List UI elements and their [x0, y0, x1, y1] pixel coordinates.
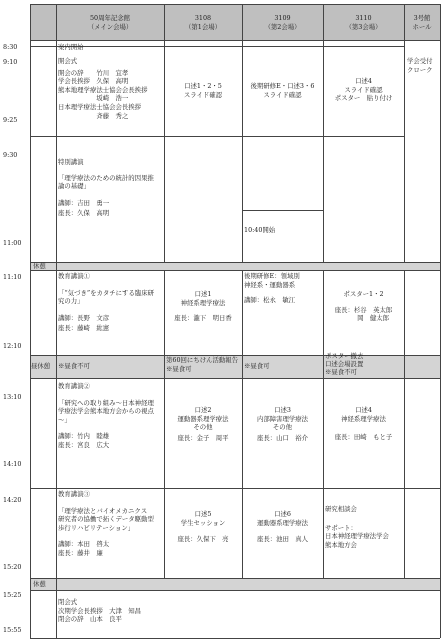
- education-lecture-2: 「研究への取り組み〜日本神経理: [58, 398, 154, 407]
- time-label: 9:30: [3, 151, 18, 159]
- grid-line: [56, 4, 57, 638]
- oral-5: 口述5: [194, 510, 212, 518]
- education-lecture-2: 〜」: [58, 415, 71, 424]
- time-label: 14:10: [3, 460, 22, 468]
- education-lecture-2: 教育講演②: [58, 382, 90, 390]
- grid-line: [30, 4, 440, 5]
- opening-ceremony: 開会の辞 竹川 宜孝: [58, 68, 129, 77]
- reception-cloak: 学会受付: [407, 57, 433, 65]
- education-lecture-1: 教育講演①: [58, 272, 90, 280]
- special-lecture: 論の基礎」: [58, 182, 90, 191]
- header-room-3108: （第1会場）: [184, 22, 222, 31]
- oral-3: 座長：山口 裕介: [256, 433, 309, 442]
- time-label: 9:25: [3, 116, 18, 124]
- header-room-3109: （第2会場）: [264, 22, 301, 31]
- oral-6: 座長：池田 真人: [256, 535, 309, 544]
- header-main-hall: 50周年記念館: [89, 14, 131, 22]
- special-lecture: 「理学療法のための統計的因果推: [58, 173, 154, 182]
- oral-2: 運動器系理学療法: [177, 414, 229, 423]
- start-1040: 10:40開始: [244, 226, 276, 234]
- grid-line: [404, 270, 405, 578]
- oral-5: 学生セッション: [180, 518, 226, 527]
- slide-check-3109: 後期研修E・口述3・6: [250, 82, 315, 90]
- education-lecture-2: 座長：宮良 広大: [58, 441, 110, 449]
- slide-check-3110: 口述4: [355, 77, 372, 85]
- time-label: 14:20: [3, 496, 22, 504]
- oral-1: 座長：瀧下 明日香: [174, 314, 232, 323]
- oral-3: 口述3: [274, 406, 291, 414]
- header-main-hall: （メイン会場）: [87, 22, 133, 31]
- special-lecture: 座長：久保 高明: [58, 209, 110, 218]
- grid-line: [30, 488, 440, 489]
- time-label: 15:55: [3, 626, 22, 634]
- oral-1: 神経系理学療法: [180, 298, 226, 307]
- oral-1: 口述1: [194, 290, 212, 298]
- opening-ceremony: 坂崎 浩一: [58, 94, 129, 103]
- education-lecture-2: 学療法学会熊本地方会からの視点: [58, 407, 154, 416]
- research-consultation: サポート：: [325, 523, 357, 532]
- grid-line: [30, 46, 404, 47]
- grid-line: [30, 136, 404, 137]
- break-row-bg: [30, 578, 440, 590]
- header-hall-3: ホール: [412, 22, 432, 31]
- time-label: 12:10: [3, 342, 22, 350]
- education-lecture-2: 講師：竹内 睦雄: [58, 432, 110, 441]
- grid-line: [30, 578, 440, 579]
- grid-line: [323, 4, 324, 262]
- oral-3: その他: [272, 423, 293, 432]
- oral-4: 神経系理学療法: [341, 414, 386, 423]
- time-label: 11:10: [3, 273, 22, 281]
- poster-1-2: 岡 健太郎: [337, 314, 390, 323]
- lunch-3109-note: ※昼食可: [244, 362, 270, 370]
- time-label: 15:20: [3, 563, 22, 571]
- poster-removal: ポスター撤去: [325, 352, 364, 360]
- oral-2: 座長：金子 周平: [177, 433, 229, 442]
- grid-line: [30, 4, 31, 638]
- education-lecture-3: 講師：本田 啓太: [58, 540, 110, 549]
- reception-cloak: クローク: [407, 65, 433, 74]
- header-room-3109: 3109: [274, 14, 291, 22]
- oral-4: 座長：田崎 もと子: [334, 433, 393, 442]
- closing-ceremony: 次期学会長挨拶 大津 知昌: [58, 606, 142, 615]
- grid-line: [30, 638, 440, 639]
- oral-6: 運動器系理学療法: [256, 518, 309, 527]
- research-consultation: 日本神経理学療法学会: [325, 532, 389, 541]
- grid-line: [30, 270, 440, 271]
- education-lecture-3: 座長：藤井 廉: [58, 549, 103, 557]
- slide-check-3110: スライド確認: [344, 85, 383, 94]
- education-lecture-3: 教育講演③: [58, 490, 90, 498]
- lunch-label: 昼休憩: [31, 362, 51, 370]
- late-training-e: 講師：松永 敏江: [244, 296, 296, 305]
- slide-check-3109: スライド確認: [263, 90, 302, 99]
- opening-ceremony: 斉藤 秀之: [58, 111, 129, 120]
- oral-2: その他: [193, 423, 213, 432]
- poster-removal: ※昼食不可: [325, 368, 357, 376]
- header-room-3110: （第3会場）: [345, 22, 382, 31]
- time-label: 11:00: [3, 239, 22, 247]
- grid-line: [242, 4, 243, 262]
- special-lecture: 講師：吉田 勇一: [58, 198, 110, 207]
- late-training-e: 神経系・運動器系: [244, 280, 296, 289]
- poster-1-2: ポスター1・2: [343, 290, 384, 298]
- oral-3: 内部障害理学療法: [256, 414, 309, 423]
- slide-check-3108: 口述1・2・5: [184, 82, 222, 90]
- poster-1-2: 座長：杉谷 英太郎: [334, 305, 393, 314]
- guide-start: 案内開始: [58, 43, 84, 51]
- grid-line: [30, 590, 440, 591]
- grid-line: [440, 4, 441, 638]
- oral-2: 口述2: [194, 406, 212, 414]
- education-lecture-1: 「“気づき”をカタチにする臨床研: [58, 288, 155, 297]
- education-lecture-3: 「理学療法とバイオメカニクス: [58, 506, 148, 515]
- break-label: 休憩: [33, 262, 46, 270]
- break-label: 休憩: [33, 580, 46, 588]
- opening-ceremony: 学会長挨拶 久保 高明: [58, 77, 129, 86]
- time-label: 13:10: [3, 393, 22, 401]
- closing-ceremony: 閉会の辞 山本 良平: [58, 615, 122, 624]
- header-hall-3: 3号館: [413, 14, 431, 22]
- grid-line: [30, 262, 440, 263]
- late-training-e: 後期研修E：領域別: [244, 272, 300, 280]
- grid-line: [30, 40, 440, 41]
- lunch-main-note: ※昼食不可: [58, 362, 90, 370]
- research-consultation: 研究相談会: [325, 505, 357, 513]
- education-lecture-1: 究の力」: [58, 297, 84, 306]
- oral-5: 座長：久保下 亮: [177, 535, 229, 544]
- nichiken-report: 第60回にちけん活動報告: [166, 356, 239, 364]
- break-row-bg: [30, 262, 440, 270]
- time-label: 15:25: [3, 591, 22, 599]
- education-lecture-3: 研究者の協働で拓くデータ駆動型: [58, 515, 154, 524]
- education-lecture-1: 講師：長野 文彦: [58, 313, 110, 322]
- grid-line: [242, 210, 323, 211]
- time-label: 8:30: [3, 43, 18, 51]
- grid-line: [30, 378, 440, 379]
- nichiken-report: ※昼食可: [166, 364, 192, 373]
- special-lecture: 特別講演: [58, 158, 84, 166]
- time-label: 9:10: [3, 58, 18, 66]
- opening-ceremony: 日本理学療法士協会会長挨拶: [58, 103, 142, 111]
- oral-6: 口述6: [274, 510, 291, 518]
- slide-check-3110: ポスター 貼り付け: [334, 94, 393, 103]
- education-lecture-3: 歩行リハビリテーション」: [58, 523, 135, 532]
- header-room-3110: 3110: [355, 14, 372, 22]
- slide-check-3108: スライド確認: [183, 90, 223, 99]
- opening-ceremony: 熊本地理学療法士協会会長挨拶: [58, 85, 148, 94]
- grid-line: [404, 4, 405, 262]
- oral-4: 口述4: [355, 406, 372, 414]
- grid-line: [164, 4, 165, 262]
- research-consultation: 熊本地方会: [325, 540, 357, 549]
- closing-ceremony: 閉会式: [58, 598, 78, 606]
- header-room-3108: 3108: [194, 14, 212, 22]
- education-lecture-1: 座長：藤崎 紘憲: [58, 324, 110, 333]
- opening-ceremony: 開会式: [58, 57, 78, 65]
- poster-removal: 口述会場設置: [325, 360, 364, 368]
